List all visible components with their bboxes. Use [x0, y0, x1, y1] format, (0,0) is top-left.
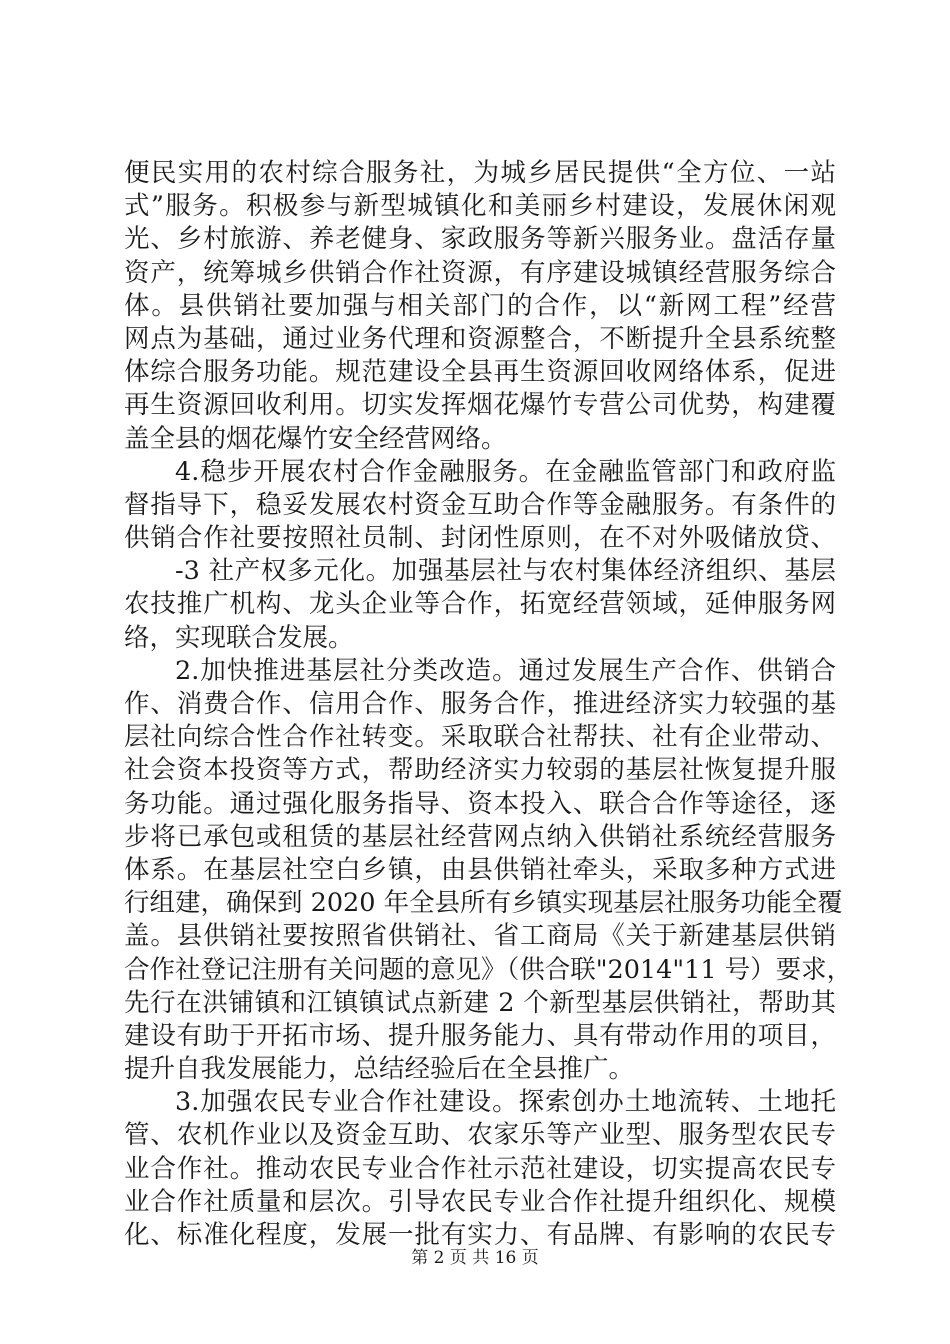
text-line: 4.稳步开展农村合作金融服务。在金融监管部门和政府监: [175, 456, 836, 487]
text-line: 资产，统筹城乡供销合作社资源，有序建设城镇经营服务综合: [124, 257, 836, 288]
text-line: 督指导下，稳妥发展农村资金互助合作等金融服务。有条件的: [124, 489, 836, 520]
text-line: 体系。在基层社空白乡镇，由县供销社牵头，采取多种方式进: [124, 854, 836, 885]
text-line: 建设有助于开拓市场、提升服务能力、具有带动作用的项目，: [124, 1020, 836, 1051]
text-line: 3.加强农民专业合作社建设。探索创办土地流转、土地托: [175, 1087, 836, 1118]
text-line: 网点为基础，通过业务代理和资源整合，不断提升全县系统整: [124, 323, 836, 354]
text-line: 2.加快推进基层社分类改造。通过发展生产合作、供销合: [175, 655, 836, 686]
body-text: [124, 157, 853, 1252]
text-line: 合作社登记注册有关问题的意见》（供合联"2014"11 号）要求，: [124, 954, 853, 985]
text-line: 先行在洪铺镇和江镇镇试点新建 2 个新型基层供销社，帮助其: [124, 987, 836, 1018]
text-line: 社会资本投资等方式，帮助经济实力较弱的基层社恢复提升服: [124, 755, 836, 786]
text-line: 提升自我发展能力，总结经验后在全县推广。: [124, 1054, 635, 1085]
text-line: 盖全县的烟花爆竹安全经营网络。: [124, 423, 507, 454]
text-line: 业合作社。推动农民专业合作社示范社建设，切实提高农民专: [124, 1153, 836, 1184]
text-line: 络，实现联合发展。: [124, 622, 354, 653]
text-line: 行组建，确保到 2020 年全县所有乡镇实现基层社服务功能全覆: [124, 888, 843, 919]
text-line: 业合作社质量和层次。引导农民专业合作社提升组织化、规模: [124, 1186, 836, 1217]
text-line: 盖。县供销社要按照省供销社、省工商局《关于新建基层供销: [124, 921, 836, 952]
text-line: 便民实用的农村综合服务社，为城乡居民提供“全方位、一站: [124, 158, 836, 188]
text-line: 体。县供销社要加强与相关部门的合作，以“新网工程”经营: [124, 290, 836, 321]
text-line: 化、标准化程度，发展一批有实力、有品牌、有影响的农民专: [124, 1220, 836, 1250]
text-line: 再生资源回收利用。切实发挥烟花爆竹专营公司优势，构建覆: [124, 390, 836, 421]
text-line: -3 社产权多元化。加强基层社与农村集体经济组织、基层: [175, 556, 836, 587]
text-line: 作、消费合作、信用合作、服务合作，推进经济实力较强的基: [124, 689, 836, 719]
text-line: 体综合服务功能。规范建设全县再生资源回收网络体系，促进: [124, 357, 836, 388]
text-line: 务功能。通过强化服务指导、资本投入、联合合作等途径，逐: [124, 788, 836, 819]
text-line: 式”服务。积极参与新型城镇化和美丽乡村建设，发展休闲观: [124, 191, 836, 222]
text-line: 农技推广机构、龙头企业等合作，拓宽经营领域，延伸服务网: [124, 589, 836, 620]
page-footer: 第 2 页 共 16 页: [411, 1248, 539, 1268]
text-line: 光、乡村旅游、养老健身、家政服务等新兴服务业。盘活存量: [124, 224, 836, 255]
text-line: 管、农机作业以及资金互助、农家乐等产业型、服务型农民专: [124, 1120, 836, 1151]
text-line: 步将已承包或租赁的基层社经营网点纳入供销社系统经营服务: [124, 821, 836, 852]
text-line: 层社向综合性合作社转变。采取联合社帮扶、社有企业带动、: [124, 722, 836, 753]
text-line: 供销合作社要按照社员制、封闭性原则，在不对外吸储放贷、: [124, 523, 836, 554]
